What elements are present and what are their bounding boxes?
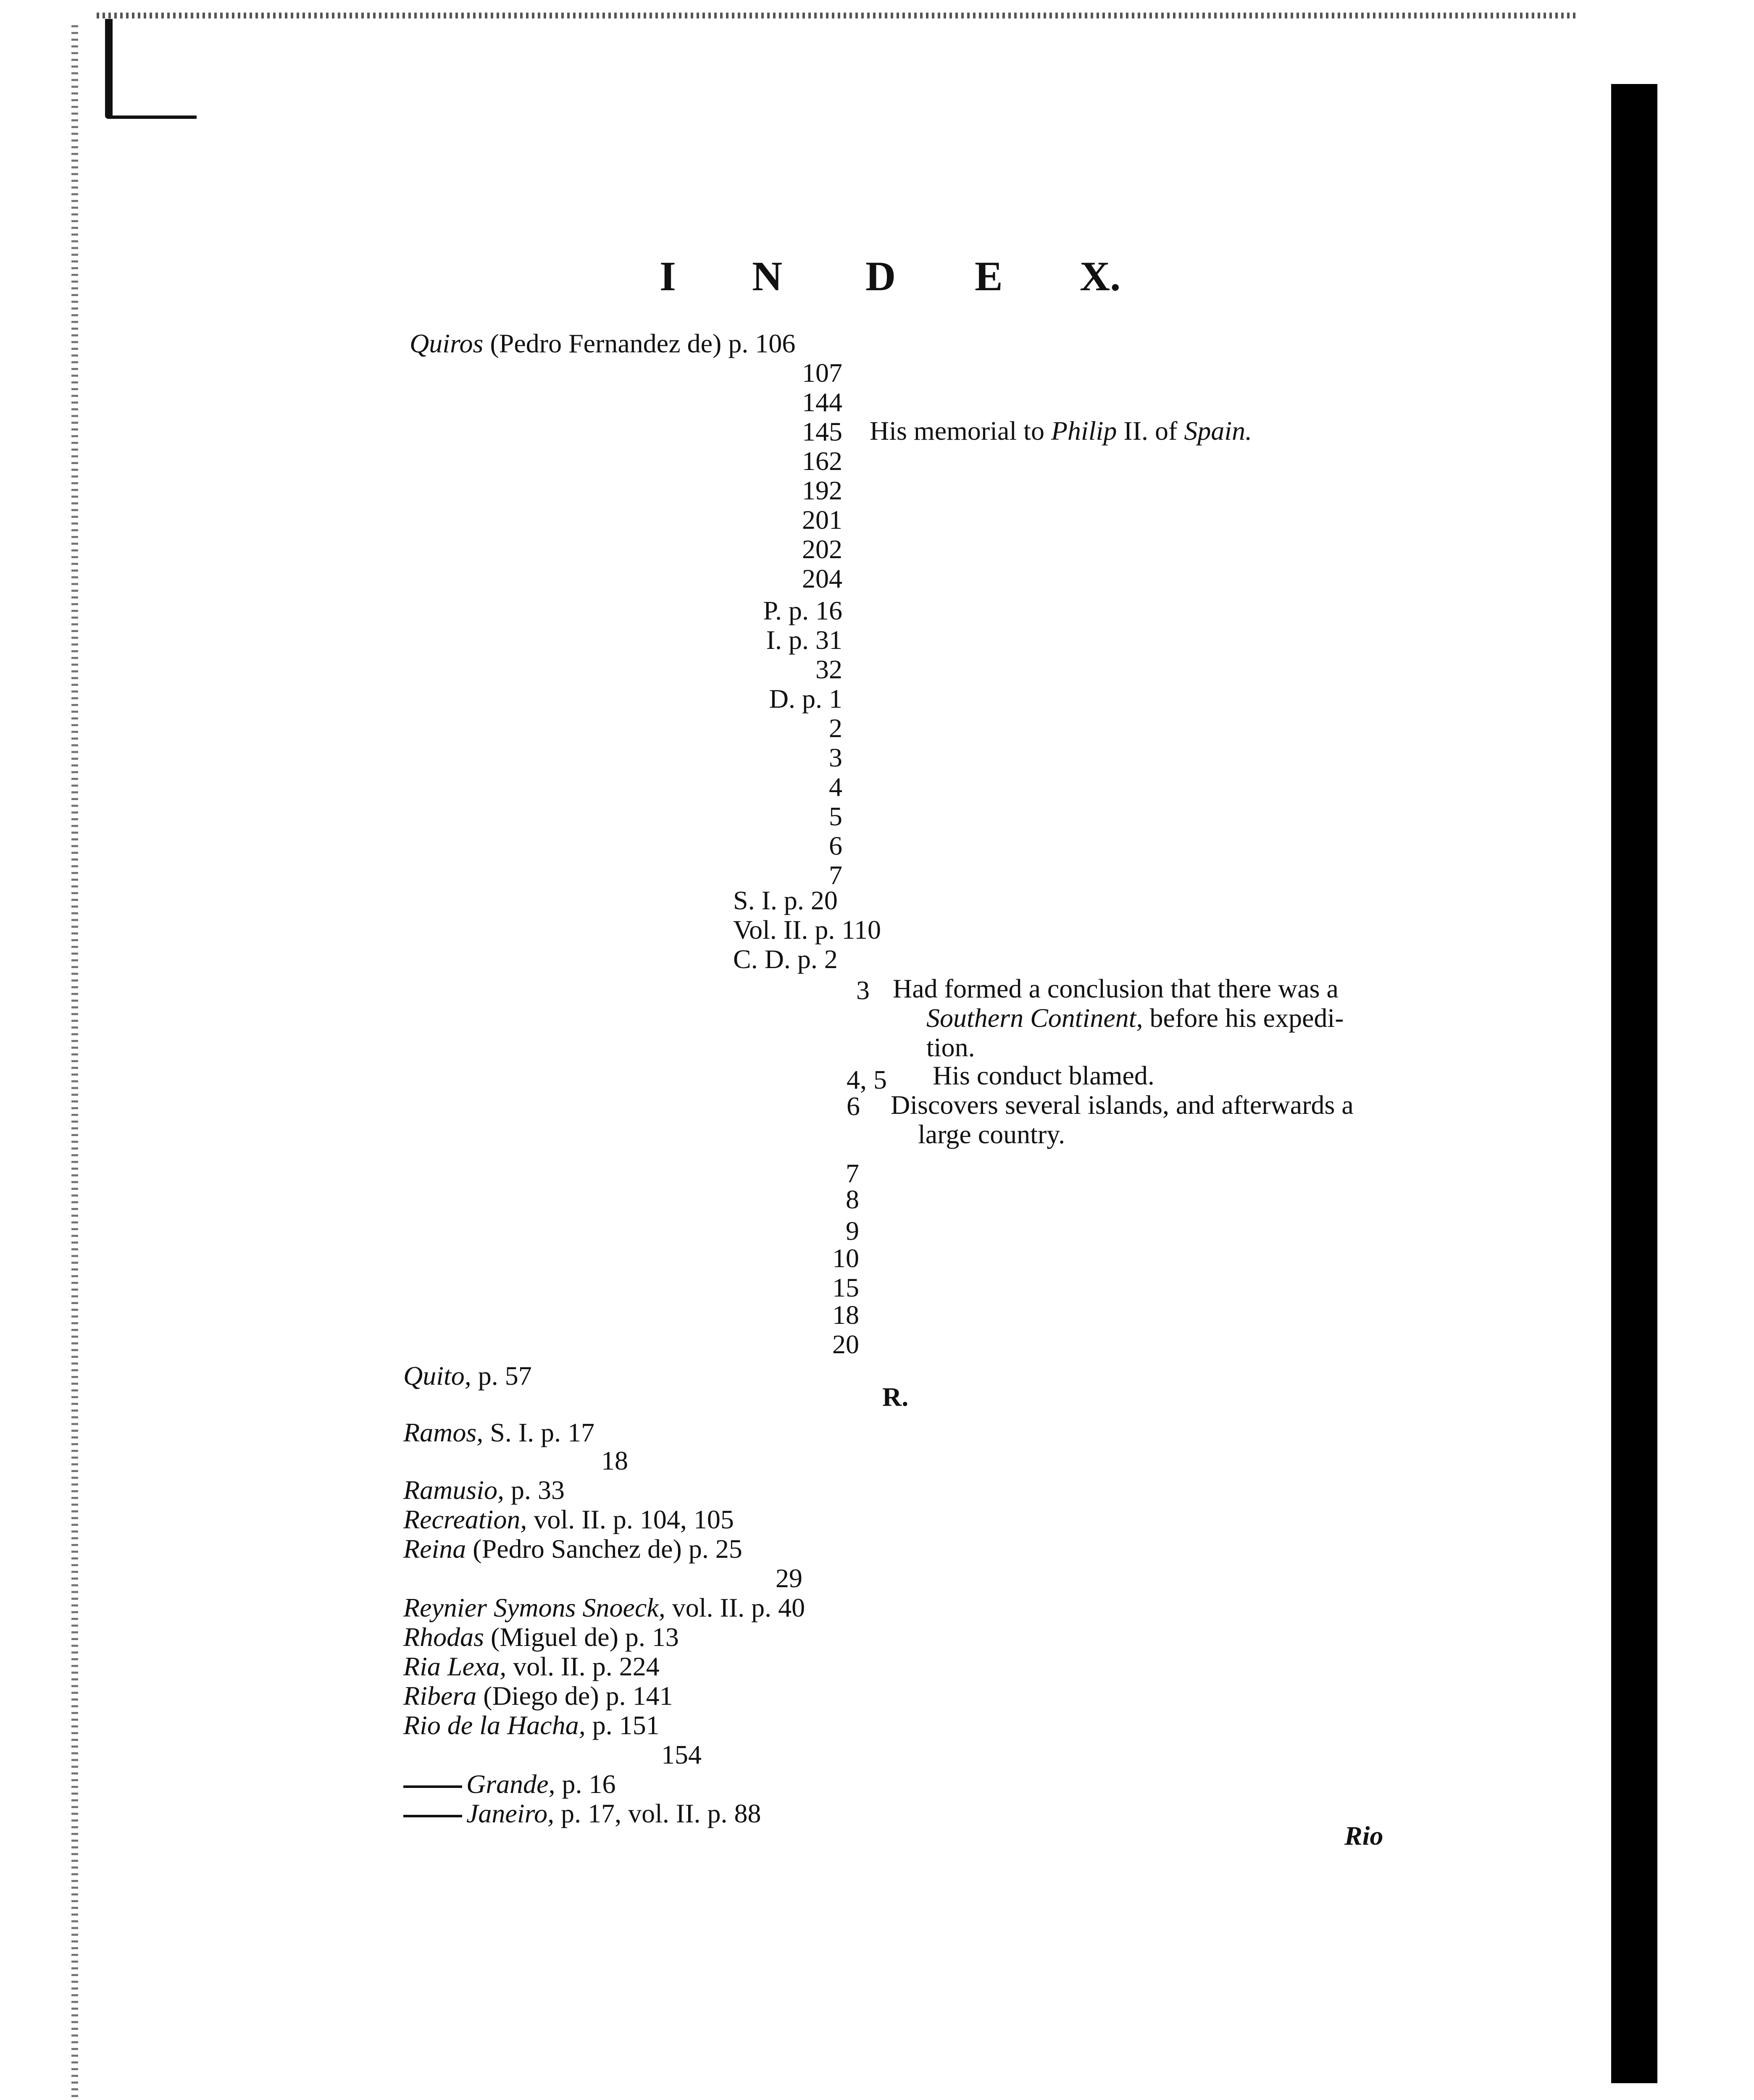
page-ref: 201: [802, 505, 842, 535]
entry-quiros: [410, 328, 795, 359]
entry-ria-lexa: [403, 1651, 660, 1682]
page-ref: 192: [802, 475, 842, 505]
title-letter: N: [752, 253, 783, 299]
ref-cd: C. D. p. 2: [733, 944, 838, 974]
entry-ribera: [403, 1681, 673, 1711]
entry-headword: Quiros: [410, 328, 484, 358]
entry-detail: vol. II. p. 104, 105: [527, 1504, 734, 1534]
page-ref: 20: [832, 1329, 859, 1359]
entry-headword: Ramusio,: [403, 1475, 504, 1505]
note-italic: Southern Continent,: [926, 1003, 1143, 1033]
entry-detail: p. 17, vol. II. p. 88: [554, 1798, 761, 1828]
title-letter: E: [975, 253, 1003, 299]
entry-detail: p. 151: [585, 1710, 660, 1740]
entry-rhodas: [403, 1622, 679, 1652]
note-discovers: Discovers several islands, and afterwards a: [891, 1090, 1354, 1120]
entry-detail: p. 33: [504, 1475, 565, 1505]
page-ref: 162: [802, 446, 842, 476]
entry-detail: S. I. p. 17: [483, 1418, 595, 1447]
corner-bracket-mark: [105, 19, 197, 119]
page-ref: 18: [832, 1300, 859, 1330]
entry-headword: Reina: [403, 1534, 466, 1564]
page-ref: 3: [829, 743, 842, 772]
page-edge-left: [71, 25, 78, 2100]
entry-detail: (Pedro Fernandez de) p. 106: [490, 328, 796, 358]
ref-si: S. I. p. 20: [733, 885, 838, 915]
title-letter: D: [865, 253, 896, 299]
note-discovers-2: large country.: [918, 1119, 1065, 1149]
entry-snoeck: [403, 1593, 805, 1623]
entry-headword: Rhodas: [403, 1622, 484, 1652]
entry-quito: [403, 1361, 532, 1391]
note-conclusion-2: [926, 1003, 1344, 1033]
section-letter: R.: [882, 1382, 909, 1412]
entry-rio-hacha: [403, 1710, 660, 1740]
note-memorial: [870, 416, 1252, 446]
ref-i: I. p. 31: [766, 625, 842, 655]
page-ref: 7: [846, 1158, 859, 1188]
entry-reina: [403, 1534, 742, 1564]
note-text: His memorial to: [870, 416, 1051, 446]
page-ref: 6: [847, 1091, 860, 1121]
entry-headword: Ria Lexa,: [403, 1651, 507, 1681]
page-ref: 202: [802, 534, 842, 564]
ref-p: P. p. 16: [763, 596, 842, 625]
entry-headword: Grande,: [466, 1769, 555, 1799]
note-place: Spain.: [1184, 416, 1252, 446]
ref-i-32: 32: [815, 654, 842, 684]
page-ref: 204: [802, 564, 842, 593]
page-ref: 6: [829, 831, 842, 861]
entry-ramusio: [403, 1475, 565, 1505]
ditto-dash: [403, 1815, 462, 1817]
page-ref: 4, 5: [847, 1065, 887, 1095]
entry-detail: p. 57: [471, 1361, 532, 1391]
catchword: Rio: [1344, 1821, 1383, 1851]
page-ref: 29: [776, 1563, 802, 1593]
note-text: II. of: [1117, 416, 1184, 446]
entry-headword: Rio de la Hacha,: [403, 1710, 586, 1740]
page-ref: 15: [832, 1273, 859, 1302]
note-conclusion: Had formed a conclusion that there was a: [893, 974, 1339, 1003]
page-edge-top: [97, 13, 1575, 18]
entry-detail: (Diego de) p. 141: [476, 1681, 673, 1711]
page-ref: 154: [661, 1740, 702, 1769]
note-person: Philip: [1051, 416, 1117, 446]
entry-rio-grande: [403, 1769, 616, 1799]
title-letter: X.: [1080, 253, 1121, 299]
note-conclusion-3: tion.: [926, 1032, 975, 1062]
entry-detail: (Pedro Sanchez de) p. 25: [466, 1534, 742, 1564]
page-ref: 2: [829, 713, 842, 743]
page-ref: 10: [832, 1243, 859, 1273]
entry-rio-janeiro: [403, 1798, 761, 1829]
ref-vol2: Vol. II. p. 110: [733, 915, 881, 945]
page-ref: 145: [802, 417, 842, 446]
page-ref: 144: [802, 387, 842, 417]
page-ref: 107: [802, 358, 842, 388]
entry-headword: Ribera: [403, 1681, 477, 1711]
entry-recreation: [403, 1504, 734, 1535]
entry-headword: Ramos,: [403, 1418, 484, 1447]
entry-headword: Recreation,: [403, 1504, 527, 1534]
binding-shadow: [1611, 84, 1657, 2083]
ditto-dash: [403, 1785, 462, 1788]
entry-detail: vol. II. p. 224: [506, 1651, 660, 1681]
entry-headword: Quito,: [403, 1361, 471, 1391]
entry-ramos: [403, 1418, 594, 1448]
entry-detail: p. 16: [555, 1769, 616, 1799]
entry-headword: Janeiro,: [466, 1798, 555, 1828]
page-ref: 4: [829, 772, 842, 802]
entry-detail: (Miguel de) p. 13: [484, 1622, 679, 1652]
note-text: before his expedi-: [1143, 1003, 1344, 1033]
entry-detail: vol. II. p. 40: [665, 1593, 805, 1622]
entry-headword: Reynier Symons Snoeck,: [403, 1593, 665, 1622]
page-ref: 18: [601, 1446, 628, 1475]
ref-d: D. p. 1: [769, 684, 842, 714]
note-conduct: His conduct blamed.: [933, 1060, 1154, 1090]
page-ref: 7: [829, 860, 842, 890]
page-ref: 9: [846, 1216, 859, 1246]
page-ref: 3: [856, 975, 870, 1005]
title-letter: I: [660, 253, 676, 299]
page-ref: 8: [846, 1184, 859, 1214]
page-ref: 5: [829, 801, 842, 831]
